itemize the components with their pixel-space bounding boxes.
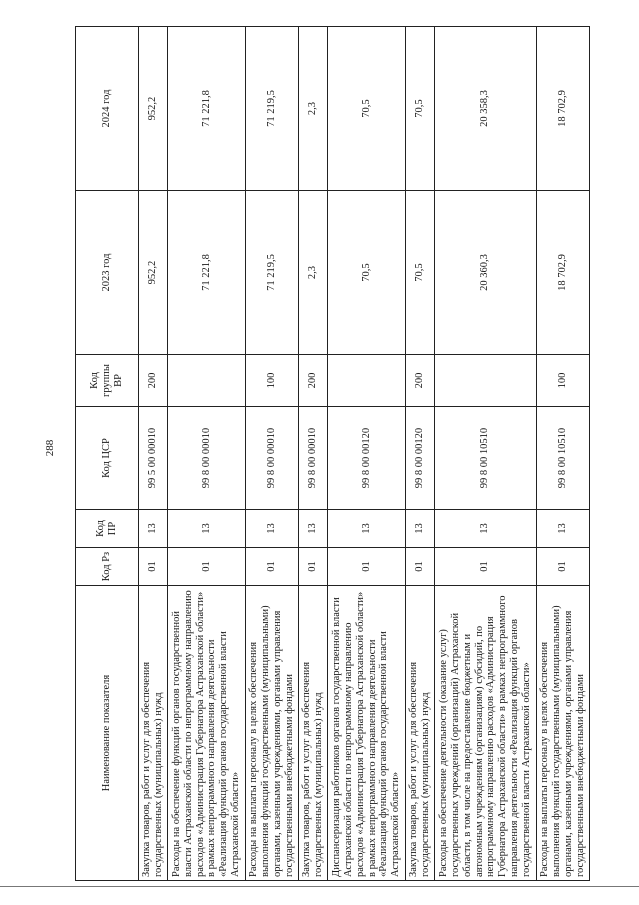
row-vr (328, 355, 405, 407)
header-pr: Код ПР (76, 510, 139, 548)
row-2023: 71 221,8 (168, 191, 245, 355)
row-pr: 13 (405, 510, 434, 548)
row-2023: 2,3 (299, 191, 328, 355)
row-pr: 13 (139, 510, 168, 548)
row-2023: 20 360,3 (435, 191, 537, 355)
page-bottom-rule (0, 886, 639, 887)
row-csr: 99 8 00 00010 (168, 407, 245, 510)
header-row (76, 27, 139, 881)
row-name: Закупка товаров, работ и услуг для обеспечения государственных (муниципальных) нужд (299, 586, 328, 881)
row-name: Расходы на обеспечение функций органов государственной власти Астраханской области по непрограммному направлению расходов «Администрация Губернатора Астраханской области» в рамках непрограммного направления деятельности «Реализация функций органов государственной власти Астраханской области» (168, 586, 245, 881)
row-pr: 13 (328, 510, 405, 548)
row-name: Расходы на выплаты персоналу в целях обеспечения выполнения функций государственными (муниципальными) органами, казенными учреждениями, органами управления государственными внебюджетными фондами (245, 586, 298, 881)
row-name: Закупка товаров, работ и услуг для обеспечения государственных (муниципальных) нужд (139, 586, 168, 881)
row-pr: 13 (299, 510, 328, 548)
header-name: Наименование показателя (76, 586, 139, 881)
row-2024: 70,5 (328, 27, 405, 191)
row-2024: 71 219,5 (245, 27, 298, 191)
row-rz: 01 (139, 548, 168, 586)
row-pr: 13 (435, 510, 537, 548)
table-row (139, 27, 168, 881)
row-csr: 99 8 00 00010 (245, 407, 298, 510)
row-rz: 01 (328, 548, 405, 586)
row-2024: 18 702,9 (536, 27, 589, 191)
row-rz: 01 (299, 548, 328, 586)
row-2024: 70,5 (405, 27, 434, 191)
row-vr (168, 355, 245, 407)
table-row (328, 27, 405, 881)
row-2023: 70,5 (405, 191, 434, 355)
row-2024: 20 358,3 (435, 27, 537, 191)
row-csr: 99 8 00 00010 (299, 407, 328, 510)
table-row (168, 27, 245, 881)
header-2024: 2024 год (76, 27, 139, 191)
row-pr: 13 (245, 510, 298, 548)
row-rz: 01 (435, 548, 537, 586)
row-pr: 13 (168, 510, 245, 548)
row-vr: 100 (536, 355, 589, 407)
header-rz: Код Рз (76, 548, 139, 586)
header-vr: Код группы ВР (76, 355, 139, 407)
page-number: 288 (44, 439, 56, 457)
header-csr: Код ЦСР (76, 407, 139, 510)
row-2023: 18 702,9 (536, 191, 589, 355)
row-rz: 01 (405, 548, 434, 586)
row-vr: 100 (245, 355, 298, 407)
rotated-table-container (75, 27, 590, 881)
table-row (245, 27, 298, 881)
table-row (299, 27, 328, 881)
row-name: Закупка товаров, работ и услуг для обеспечения государственных (муниципальных) нужд (405, 586, 434, 881)
row-vr (435, 355, 537, 407)
row-csr: 99 8 00 10510 (536, 407, 589, 510)
table-row (536, 27, 589, 881)
row-name: Расходы на обеспечение деятельности (оказание услуг) государственных учреждений (организаций) Астраханской области, в том числе на предоставление бюджетным и автономным учреждениям (организациям) субсидий, по непрограммному направлению расходов «Администрация Губернатора Астраханской области» в рамках непрограммного направления деятельности «Реализация функций органов государственной власти Астраханской области» (435, 586, 537, 881)
table-row (405, 27, 434, 881)
row-csr: 99 5 00 00010 (139, 407, 168, 510)
row-vr: 200 (139, 355, 168, 407)
row-csr: 99 8 00 00120 (328, 407, 405, 510)
row-name: Диспансеризация работников органов государственной власти Астраханской области по непрограммному направлению расходов «Администрация Губернатора Астраханской области» в рамках непрограммного направления деятельности «Реализация функций органов государственной власти Астраханской области» (328, 586, 405, 881)
row-rz: 01 (245, 548, 298, 586)
row-2024: 71 221,8 (168, 27, 245, 191)
row-name: Расходы на выплаты персоналу в целях обеспечения выполнения функций государственными (муниципальными) органами, казенными учреждениями, органами управления государственными внебюджетными фондами (536, 586, 589, 881)
table-region (75, 27, 590, 881)
header-2023: 2023 год (76, 191, 139, 355)
row-2023: 952,2 (139, 191, 168, 355)
row-rz: 01 (536, 548, 589, 586)
row-pr: 13 (536, 510, 589, 548)
row-vr: 200 (299, 355, 328, 407)
table-row (435, 27, 537, 881)
row-2023: 70,5 (328, 191, 405, 355)
row-2024: 2,3 (299, 27, 328, 191)
row-vr: 200 (405, 355, 434, 407)
row-rz: 01 (168, 548, 245, 586)
row-2023: 71 219,5 (245, 191, 298, 355)
row-2024: 952,2 (139, 27, 168, 191)
row-csr: 99 8 00 10510 (435, 407, 537, 510)
budget-table (75, 26, 590, 881)
row-csr: 99 8 00 00120 (405, 407, 434, 510)
